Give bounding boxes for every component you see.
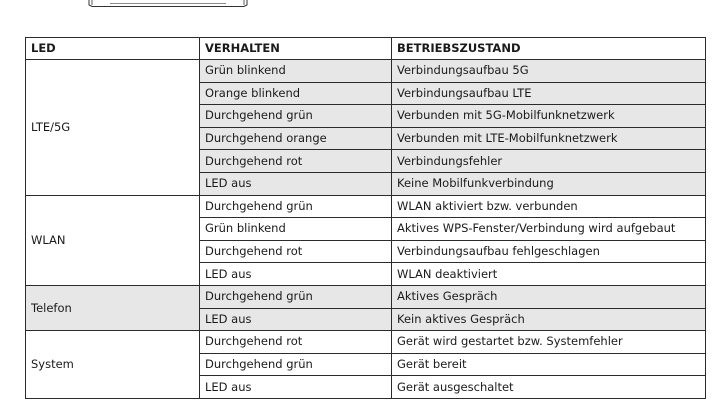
behavior-cell: Durchgehend rot [200, 331, 392, 354]
state-cell: Gerät bereit [392, 353, 706, 376]
led-name-lte-5g: LTE/5G [26, 60, 200, 196]
state-cell: Keine Mobilfunkverbindung [392, 172, 706, 195]
behavior-cell: Durchgehend rot [200, 150, 392, 173]
table-header-row [26, 38, 706, 60]
behavior-cell: Orange blinkend [200, 82, 392, 105]
behavior-cell: Durchgehend grün [200, 285, 392, 308]
led-name-wlan: WLAN [26, 195, 200, 285]
led-status-table [25, 37, 706, 399]
behavior-cell: Grün blinkend [200, 60, 392, 83]
header-operating-state: BETRIEBSZUSTAND [392, 38, 706, 60]
behavior-cell: Durchgehend grün [200, 105, 392, 128]
state-cell: WLAN deaktiviert [392, 263, 706, 286]
behavior-cell: LED aus [200, 376, 392, 399]
table-row [26, 60, 706, 83]
table-row [26, 285, 706, 308]
state-cell: Verbindungsaufbau fehlgeschlagen [392, 240, 706, 263]
table-row [26, 195, 706, 218]
state-cell: Aktives Gespräch [392, 285, 706, 308]
behavior-cell: LED aus [200, 263, 392, 286]
behavior-cell: Durchgehend orange [200, 127, 392, 150]
led-name-system: System [26, 331, 200, 399]
state-cell: Verbunden mit 5G-Mobilfunknetzwerk [392, 105, 706, 128]
state-cell: Verbunden mit LTE-Mobilfunknetzwerk [392, 127, 706, 150]
device-illustration-fragment [88, 0, 248, 7]
state-cell: Verbindungsaufbau LTE [392, 82, 706, 105]
state-cell: WLAN aktiviert bzw. verbunden [392, 195, 706, 218]
table-row [26, 331, 706, 354]
state-cell: Aktives WPS-Fenster/Verbindung wird aufgebaut [392, 218, 706, 241]
state-cell: Kein aktives Gespräch [392, 308, 706, 331]
led-name-telefon: Telefon [26, 285, 200, 330]
state-cell: Verbindungsaufbau 5G [392, 60, 706, 83]
state-cell: Gerät wird gestartet bzw. Systemfehler [392, 331, 706, 354]
state-cell: Gerät ausgeschaltet [392, 376, 706, 399]
header-led: LED [26, 38, 200, 60]
behavior-cell: Durchgehend grün [200, 195, 392, 218]
header-behavior: VERHALTEN [200, 38, 392, 60]
behavior-cell: Grün blinkend [200, 218, 392, 241]
behavior-cell: Durchgehend grün [200, 353, 392, 376]
behavior-cell: LED aus [200, 172, 392, 195]
behavior-cell: Durchgehend rot [200, 240, 392, 263]
state-cell: Verbindungsfehler [392, 150, 706, 173]
behavior-cell: LED aus [200, 308, 392, 331]
